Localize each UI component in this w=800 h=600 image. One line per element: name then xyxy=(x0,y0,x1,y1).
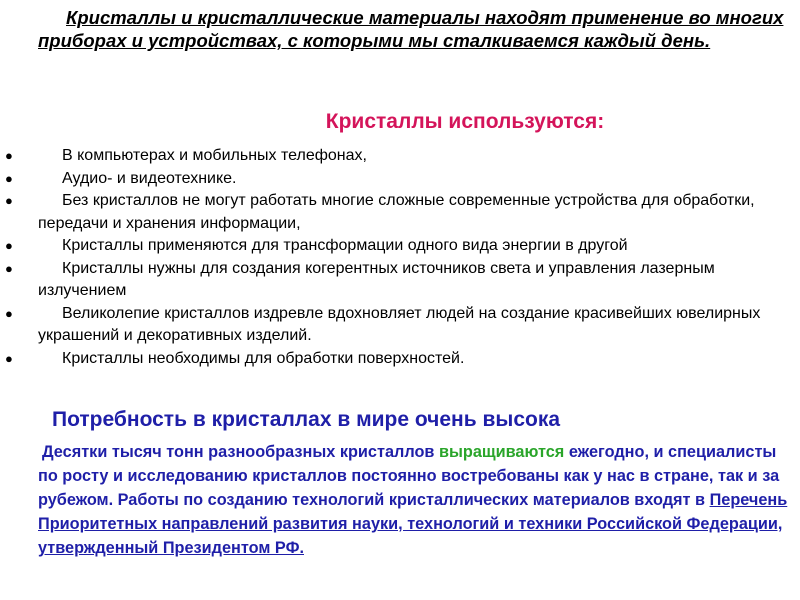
list-item xyxy=(0,190,790,235)
list-item xyxy=(0,303,790,348)
demand-heading: Потребность в кристаллах в мире очень высока xyxy=(52,408,561,431)
crystals-used-heading: Кристаллы используются: xyxy=(325,110,605,133)
bullet-icon: ● xyxy=(5,350,13,366)
bullet-icon: ● xyxy=(5,305,13,321)
priority-directions-link[interactable]: Перечень Приоритетных направлений развития науки, технологий и техники Российской Федерации, утвержденный Президентом РФ. xyxy=(38,491,788,557)
list-item xyxy=(0,168,790,191)
list-item-text: Кристаллы необходимы для обработки поверхностей. xyxy=(62,349,465,367)
list-item xyxy=(0,145,790,168)
list-item-text: Кристаллы нужны для создания когерентных источников света и управления лазерным излучением xyxy=(38,259,715,299)
list-item-text: Без кристаллов не могут работать многие сложные современные устройства для обработки, передачи и хранения информации, xyxy=(38,192,755,232)
bullet-icon: ● xyxy=(5,260,13,276)
bullet-icon: ● xyxy=(5,170,13,186)
bullet-icon: ● xyxy=(5,193,13,208)
list-item xyxy=(0,348,790,371)
list-item xyxy=(0,258,790,303)
list-item-text: В компьютерах и мобильных телефонах, xyxy=(62,147,367,164)
bullet-icon: ● xyxy=(5,238,13,253)
paragraph-text-start: Десятки тысяч тонн разнообразных кристаллов xyxy=(42,443,439,461)
uses-list xyxy=(0,145,790,370)
demand-paragraph xyxy=(38,440,793,560)
list-item-text: Великолепие кристаллов издревле вдохновляет людей на создание красивейших ювелирных украшений и декоративных изделий. xyxy=(38,304,761,344)
paragraph-text-middle: ежегодно, и специалисты по росту и исследованию кристаллов постоянно востребованы как у нас в стране, так и за рубежом. Работы по созданию технологий кристаллических материалов входят в xyxy=(38,443,780,509)
bullet-icon: ● xyxy=(5,148,13,163)
list-item xyxy=(0,235,790,258)
intro-text: Кристаллы и кристаллические материалы находят применение во многих приборах и устройствах, с которыми мы сталкиваемся каждый день. xyxy=(38,7,784,51)
highlighted-word: выращиваются xyxy=(438,443,565,461)
list-item-text: Аудио- и видеотехнике. xyxy=(62,169,237,187)
list-item-text: Кристаллы применяются для трансформации одного вида энергии в другой xyxy=(62,237,628,254)
